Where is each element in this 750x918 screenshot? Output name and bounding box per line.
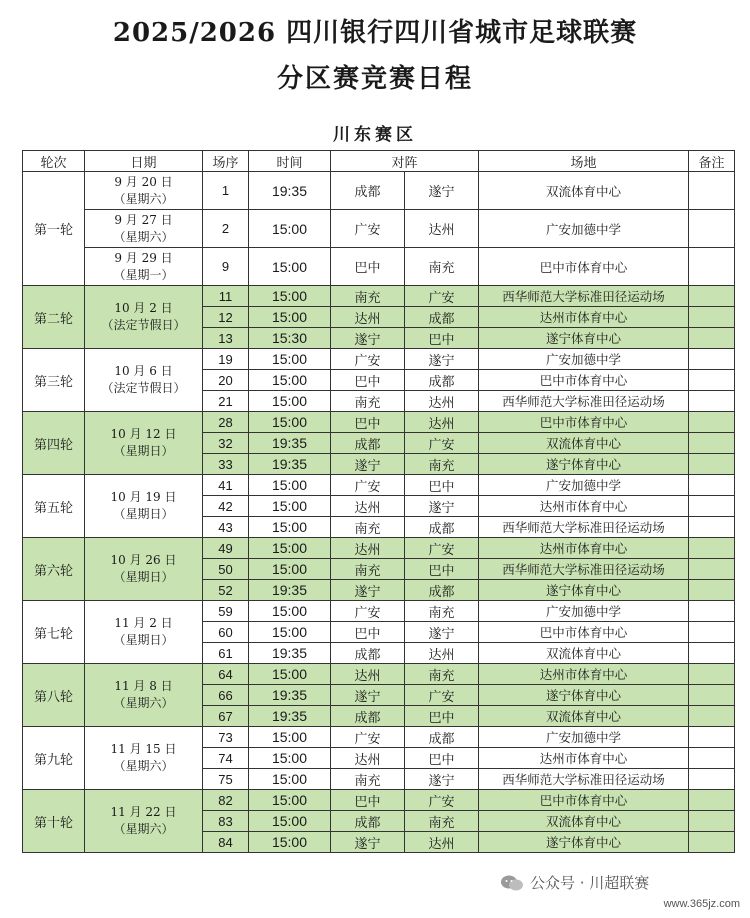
home-team: 南充 (331, 286, 405, 307)
round-date (85, 286, 203, 349)
away-team: 南充 (405, 454, 479, 475)
home-team: 遂宁 (331, 454, 405, 475)
match-number: 67 (203, 706, 249, 727)
match-number: 60 (203, 622, 249, 643)
away-team: 遂宁 (405, 496, 479, 517)
date-weekday: （法定节假日） (101, 318, 186, 332)
round-date (85, 727, 203, 790)
away-team: 成都 (405, 307, 479, 328)
away-team: 遂宁 (405, 172, 479, 210)
note (689, 328, 735, 349)
kickoff-time: 15:00 (249, 790, 331, 811)
venue: 达州市体育中心 (479, 748, 689, 769)
kickoff-time: 19:35 (249, 685, 331, 706)
venue: 双流体育中心 (479, 643, 689, 664)
header-match-no: 场序 (203, 151, 249, 172)
home-team: 广安 (331, 475, 405, 496)
page-subtitle: 分区赛竞赛日程 (276, 64, 473, 94)
match-date (85, 248, 203, 286)
home-team: 成都 (331, 811, 405, 832)
home-team: 达州 (331, 664, 405, 685)
note (689, 580, 735, 601)
date-day: 10 月 2 日 (114, 301, 173, 315)
kickoff-time: 15:00 (249, 475, 331, 496)
date-day: 11 月 15 日 (110, 742, 177, 756)
note (689, 832, 735, 853)
away-team: 广安 (405, 538, 479, 559)
note (689, 454, 735, 475)
kickoff-time: 15:00 (249, 517, 331, 538)
table-row (23, 172, 735, 210)
note (689, 433, 735, 454)
round-label: 第三轮 (23, 349, 85, 412)
round-label: 第七轮 (23, 601, 85, 664)
away-team: 遂宁 (405, 622, 479, 643)
away-team: 广安 (405, 685, 479, 706)
note (689, 349, 735, 370)
venue: 巴中市体育中心 (479, 412, 689, 433)
venue: 巴中市体育中心 (479, 370, 689, 391)
round-label: 第四轮 (23, 412, 85, 475)
home-team: 成都 (331, 643, 405, 664)
table-row (23, 412, 735, 433)
kickoff-time: 15:00 (249, 811, 331, 832)
match-number: 49 (203, 538, 249, 559)
date-weekday: （星期日） (113, 507, 174, 521)
match-number: 33 (203, 454, 249, 475)
away-team: 遂宁 (405, 349, 479, 370)
match-number: 61 (203, 643, 249, 664)
kickoff-time: 15:00 (249, 559, 331, 580)
home-team: 成都 (331, 172, 405, 210)
note (689, 412, 735, 433)
table-row (23, 248, 735, 286)
date-day: 11 月 2 日 (114, 616, 173, 630)
venue: 遂宁体育中心 (479, 328, 689, 349)
match-number: 32 (203, 433, 249, 454)
match-number: 82 (203, 790, 249, 811)
away-team: 达州 (405, 391, 479, 412)
table-row (23, 727, 735, 748)
home-team: 巴中 (331, 790, 405, 811)
table-row (23, 349, 735, 370)
match-date (85, 210, 203, 248)
kickoff-time: 19:35 (249, 433, 331, 454)
venue: 广安加德中学 (479, 349, 689, 370)
table-row (23, 475, 735, 496)
away-team: 成都 (405, 370, 479, 391)
date-weekday: （星期日） (113, 570, 174, 584)
kickoff-time: 15:00 (249, 496, 331, 517)
kickoff-time: 15:00 (249, 349, 331, 370)
round-label: 第六轮 (23, 538, 85, 601)
venue: 广安加德中学 (479, 727, 689, 748)
venue: 遂宁体育中心 (479, 832, 689, 853)
round-label: 第二轮 (23, 286, 85, 349)
home-team: 南充 (331, 559, 405, 580)
home-team: 达州 (331, 496, 405, 517)
match-number: 12 (203, 307, 249, 328)
venue: 达州市体育中心 (479, 664, 689, 685)
kickoff-time: 15:00 (249, 286, 331, 307)
date-day: 11 月 22 日 (110, 805, 177, 819)
match-number: 50 (203, 559, 249, 580)
away-team: 达州 (405, 210, 479, 248)
round-date (85, 790, 203, 853)
away-team: 达州 (405, 412, 479, 433)
home-team: 广安 (331, 210, 405, 248)
match-number: 11 (203, 286, 249, 307)
date-day: 11 月 8 日 (114, 679, 173, 693)
venue: 双流体育中心 (479, 706, 689, 727)
round-label: 第十轮 (23, 790, 85, 853)
table-row (23, 664, 735, 685)
match-number: 9 (203, 248, 249, 286)
match-number: 41 (203, 475, 249, 496)
kickoff-time: 15:00 (249, 622, 331, 643)
table-row (23, 210, 735, 248)
site-url: www.365jz.com (663, 898, 740, 910)
venue: 达州市体育中心 (479, 496, 689, 517)
venue: 巴中市体育中心 (479, 622, 689, 643)
date-day: 10 月 12 日 (110, 427, 177, 441)
note (689, 172, 735, 210)
note (689, 769, 735, 790)
match-number: 52 (203, 580, 249, 601)
home-team: 南充 (331, 391, 405, 412)
date-day: 9 月 20 日 (114, 174, 173, 189)
kickoff-time: 15:00 (249, 210, 331, 248)
note (689, 643, 735, 664)
away-team: 遂宁 (405, 769, 479, 790)
venue: 西华师范大学标准田径运动场 (479, 286, 689, 307)
match-number: 66 (203, 685, 249, 706)
match-number: 64 (203, 664, 249, 685)
date-day: 10 月 6 日 (114, 364, 173, 378)
match-number: 42 (203, 496, 249, 517)
match-number: 1 (203, 172, 249, 210)
date-weekday: （星期一） (113, 267, 174, 282)
away-team: 广安 (405, 433, 479, 454)
home-team: 巴中 (331, 248, 405, 286)
round-date (85, 601, 203, 664)
table-row (23, 601, 735, 622)
kickoff-time: 15:00 (249, 664, 331, 685)
kickoff-time: 19:35 (249, 454, 331, 475)
date-weekday: （星期六） (113, 696, 174, 710)
round-date (85, 664, 203, 727)
venue: 巴中市体育中心 (479, 248, 689, 286)
match-number: 20 (203, 370, 249, 391)
away-team: 巴中 (405, 559, 479, 580)
match-number: 83 (203, 811, 249, 832)
match-number: 21 (203, 391, 249, 412)
round-date (85, 538, 203, 601)
kickoff-time: 15:00 (249, 748, 331, 769)
date-weekday: （星期日） (113, 633, 174, 647)
home-team: 南充 (331, 517, 405, 538)
date-weekday: （法定节假日） (101, 381, 186, 395)
round-label: 第九轮 (23, 727, 85, 790)
home-team: 成都 (331, 433, 405, 454)
match-number: 19 (203, 349, 249, 370)
away-team: 巴中 (405, 706, 479, 727)
date-weekday: （星期六） (113, 759, 174, 773)
home-team: 巴中 (331, 412, 405, 433)
note (689, 727, 735, 748)
venue: 西华师范大学标准田径运动场 (479, 559, 689, 580)
away-team: 巴中 (405, 328, 479, 349)
kickoff-time: 15:00 (249, 412, 331, 433)
venue: 广安加德中学 (479, 210, 689, 248)
home-team: 巴中 (331, 622, 405, 643)
away-team: 南充 (405, 248, 479, 286)
note (689, 811, 735, 832)
note (689, 475, 735, 496)
header-round: 轮次 (23, 151, 85, 172)
round-label: 第五轮 (23, 475, 85, 538)
header-matchup: 对阵 (331, 151, 479, 172)
header-note: 备注 (689, 151, 735, 172)
table-header-row (23, 151, 735, 172)
venue: 遂宁体育中心 (479, 454, 689, 475)
away-team: 南充 (405, 601, 479, 622)
away-team: 达州 (405, 643, 479, 664)
date-weekday: （星期六） (113, 822, 174, 836)
kickoff-time: 19:35 (249, 706, 331, 727)
match-number: 13 (203, 328, 249, 349)
home-team: 广安 (331, 601, 405, 622)
venue: 达州市体育中心 (479, 538, 689, 559)
round-date (85, 349, 203, 412)
away-team: 南充 (405, 811, 479, 832)
note (689, 622, 735, 643)
note (689, 601, 735, 622)
away-team: 巴中 (405, 475, 479, 496)
venue: 遂宁体育中心 (479, 685, 689, 706)
home-team: 南充 (331, 769, 405, 790)
venue: 双流体育中心 (479, 433, 689, 454)
match-number: 43 (203, 517, 249, 538)
match-number: 2 (203, 210, 249, 248)
venue: 双流体育中心 (479, 172, 689, 210)
note (689, 496, 735, 517)
header-time: 时间 (249, 151, 331, 172)
away-team: 成都 (405, 580, 479, 601)
note (689, 210, 735, 248)
note (689, 664, 735, 685)
match-date (85, 172, 203, 210)
match-number: 73 (203, 727, 249, 748)
kickoff-time: 15:30 (249, 328, 331, 349)
venue: 西华师范大学标准田径运动场 (479, 769, 689, 790)
home-team: 广安 (331, 349, 405, 370)
home-team: 遂宁 (331, 685, 405, 706)
date-weekday: （星期日） (113, 444, 174, 458)
header-venue: 场地 (479, 151, 689, 172)
kickoff-time: 19:35 (249, 172, 331, 210)
match-number: 74 (203, 748, 249, 769)
match-number: 84 (203, 832, 249, 853)
note (689, 248, 735, 286)
round-date (85, 412, 203, 475)
away-team: 南充 (405, 664, 479, 685)
wechat-icon (500, 874, 524, 892)
away-team: 广安 (405, 286, 479, 307)
date-day: 10 月 26 日 (110, 553, 177, 567)
schedule-table (22, 150, 735, 853)
note (689, 790, 735, 811)
note (689, 391, 735, 412)
schedule-body (23, 172, 735, 853)
home-team: 遂宁 (331, 832, 405, 853)
away-team: 达州 (405, 832, 479, 853)
home-team: 广安 (331, 727, 405, 748)
page-title: 2025/2026 四川银行四川省城市足球联赛 (112, 18, 638, 48)
watermark-text: 公众号 · 川超联赛 (530, 874, 650, 892)
note (689, 307, 735, 328)
date-weekday: （星期六） (113, 229, 174, 244)
home-team: 达州 (331, 307, 405, 328)
kickoff-time: 15:00 (249, 391, 331, 412)
date-day: 9 月 29 日 (114, 250, 173, 265)
kickoff-time: 15:00 (249, 307, 331, 328)
kickoff-time: 15:00 (249, 248, 331, 286)
kickoff-time: 15:00 (249, 370, 331, 391)
match-number: 28 (203, 412, 249, 433)
round-label: 第一轮 (23, 172, 85, 286)
table-row (23, 790, 735, 811)
home-team: 巴中 (331, 370, 405, 391)
note (689, 286, 735, 307)
venue: 广安加德中学 (479, 475, 689, 496)
venue: 遂宁体育中心 (479, 580, 689, 601)
note (689, 685, 735, 706)
date-weekday: （星期六） (113, 191, 174, 206)
note (689, 559, 735, 580)
note (689, 706, 735, 727)
home-team: 遂宁 (331, 580, 405, 601)
match-number: 75 (203, 769, 249, 790)
watermark (500, 872, 649, 893)
venue: 西华师范大学标准田径运动场 (479, 517, 689, 538)
venue: 达州市体育中心 (479, 307, 689, 328)
away-team: 成都 (405, 727, 479, 748)
note (689, 517, 735, 538)
home-team: 成都 (331, 706, 405, 727)
venue: 双流体育中心 (479, 811, 689, 832)
venue: 巴中市体育中心 (479, 790, 689, 811)
kickoff-time: 15:00 (249, 538, 331, 559)
away-team: 广安 (405, 790, 479, 811)
home-team: 达州 (331, 538, 405, 559)
table-row (23, 538, 735, 559)
note (689, 538, 735, 559)
home-team: 达州 (331, 748, 405, 769)
away-team: 成都 (405, 517, 479, 538)
date-day: 10 月 19 日 (110, 490, 177, 504)
kickoff-time: 15:00 (249, 727, 331, 748)
kickoff-time: 19:35 (249, 580, 331, 601)
note (689, 370, 735, 391)
kickoff-time: 15:00 (249, 832, 331, 853)
match-number: 59 (203, 601, 249, 622)
kickoff-time: 19:35 (249, 643, 331, 664)
round-date (85, 475, 203, 538)
away-team: 巴中 (405, 748, 479, 769)
date-day: 9 月 27 日 (114, 212, 173, 227)
venue: 西华师范大学标准田径运动场 (479, 391, 689, 412)
header-date: 日期 (85, 151, 203, 172)
kickoff-time: 15:00 (249, 601, 331, 622)
round-label: 第八轮 (23, 664, 85, 727)
division-name: 川东赛区 (333, 125, 417, 145)
home-team: 遂宁 (331, 328, 405, 349)
venue: 广安加德中学 (479, 601, 689, 622)
kickoff-time: 15:00 (249, 769, 331, 790)
table-row (23, 286, 735, 307)
note (689, 748, 735, 769)
